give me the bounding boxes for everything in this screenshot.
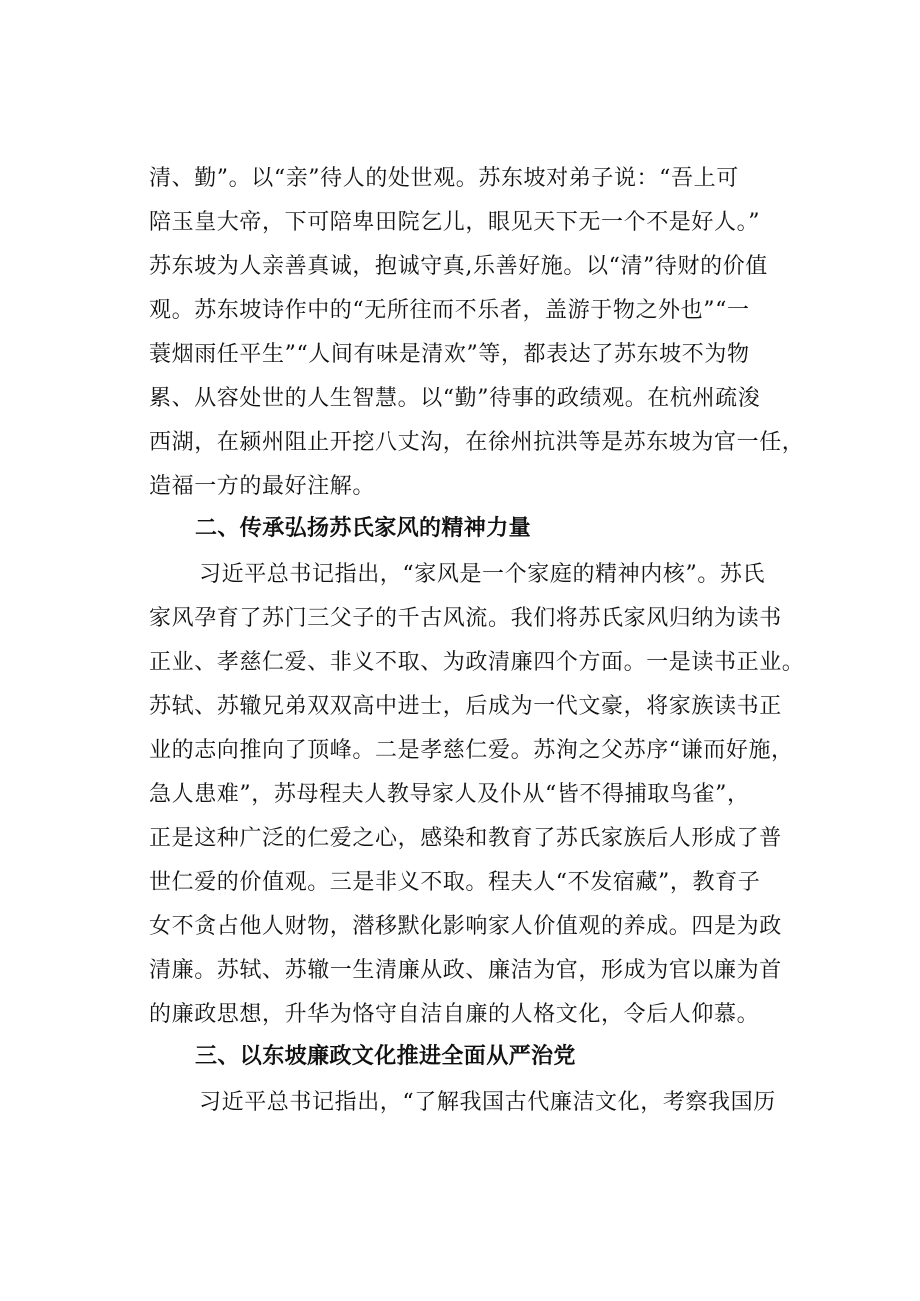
paragraph-line: 苏轼、苏辙兄弟双双高中进士，后成为一代文豪，将家族读书正 (149, 694, 782, 719)
paragraph-line: 陪玉皇大帝，下可陪卑田院乞儿，眼见天下无一个不是好人。” (149, 210, 761, 235)
paragraph-line: 业的志向推向了顶峰。二是孝慈仁爱。苏洵之父苏序“谦而好施， (149, 738, 794, 763)
paragraph-line: 习近平总书记指出，“了解我国古代廉洁文化，考察我国历 (199, 1090, 776, 1115)
paragraph-line: 累、从容处世的人生智慧。以“勤”待事的政绩观。在杭州疏浚 (149, 386, 761, 411)
paragraph-line: 急人患难”，苏母程夫人教导家人及仆从“皆不得捕取鸟雀”， (149, 782, 750, 807)
paragraph-line: 苏东坡为人亲善真诚，抱诚守真,乐善好施。以“清”待财的价值 (149, 254, 768, 279)
paragraph-line: 造福一方的最好注解。 (149, 474, 376, 499)
section-heading: 二、传承弘扬苏氏家风的精神力量 (195, 516, 532, 541)
paragraph-line: 世仁爱的价值观。三是非义不取。程夫人“不发宿藏”，教育子 (149, 870, 761, 895)
paragraph-line: 观。苏东坡诗作中的“无所往而不乐者，盖游于物之外也”“一 (149, 298, 750, 323)
paragraph-line: 清、勤”。以“亲”待人的处世观。苏东坡对弟子说：“吾上可 (149, 166, 739, 191)
paragraph-line: 的廉政思想，升华为恪守自洁自廉的人格文化，令后人仰慕。 (149, 1002, 760, 1027)
paragraph-line: 正业、孝慈仁爱、非义不取、为政清廉四个方面。一是读书正业。 (149, 650, 805, 675)
section-heading: 三、以东坡廉政文化推进全面从严治党 (195, 1044, 576, 1069)
paragraph-line: 习近平总书记指出，“家风是一个家庭的精神内核”。苏氏 (199, 562, 766, 587)
paragraph-line: 西湖，在颍州阻止开挖八丈沟，在徐州抗洪等是苏东坡为官一任， (149, 430, 805, 455)
paragraph-line: 女不贪占他人财物，潜移默化影响家人价值观的养成。四是为政 (149, 914, 782, 939)
paragraph-line: 家风孕育了苏门三父子的千古风流。我们将苏氏家风归纳为读书 (149, 606, 782, 631)
paragraph-line: 蓑烟雨任平生”“人间有味是清欢”等，都表达了苏东坡不为物 (149, 342, 750, 367)
paragraph-line: 清廉。苏轼、苏辙一生清廉从政、廉洁为官，形成为官以廉为首 (149, 958, 782, 983)
paragraph-line: 正是这种广泛的仁爱之心，感染和教育了苏氏家族后人形成了普 (149, 826, 782, 851)
